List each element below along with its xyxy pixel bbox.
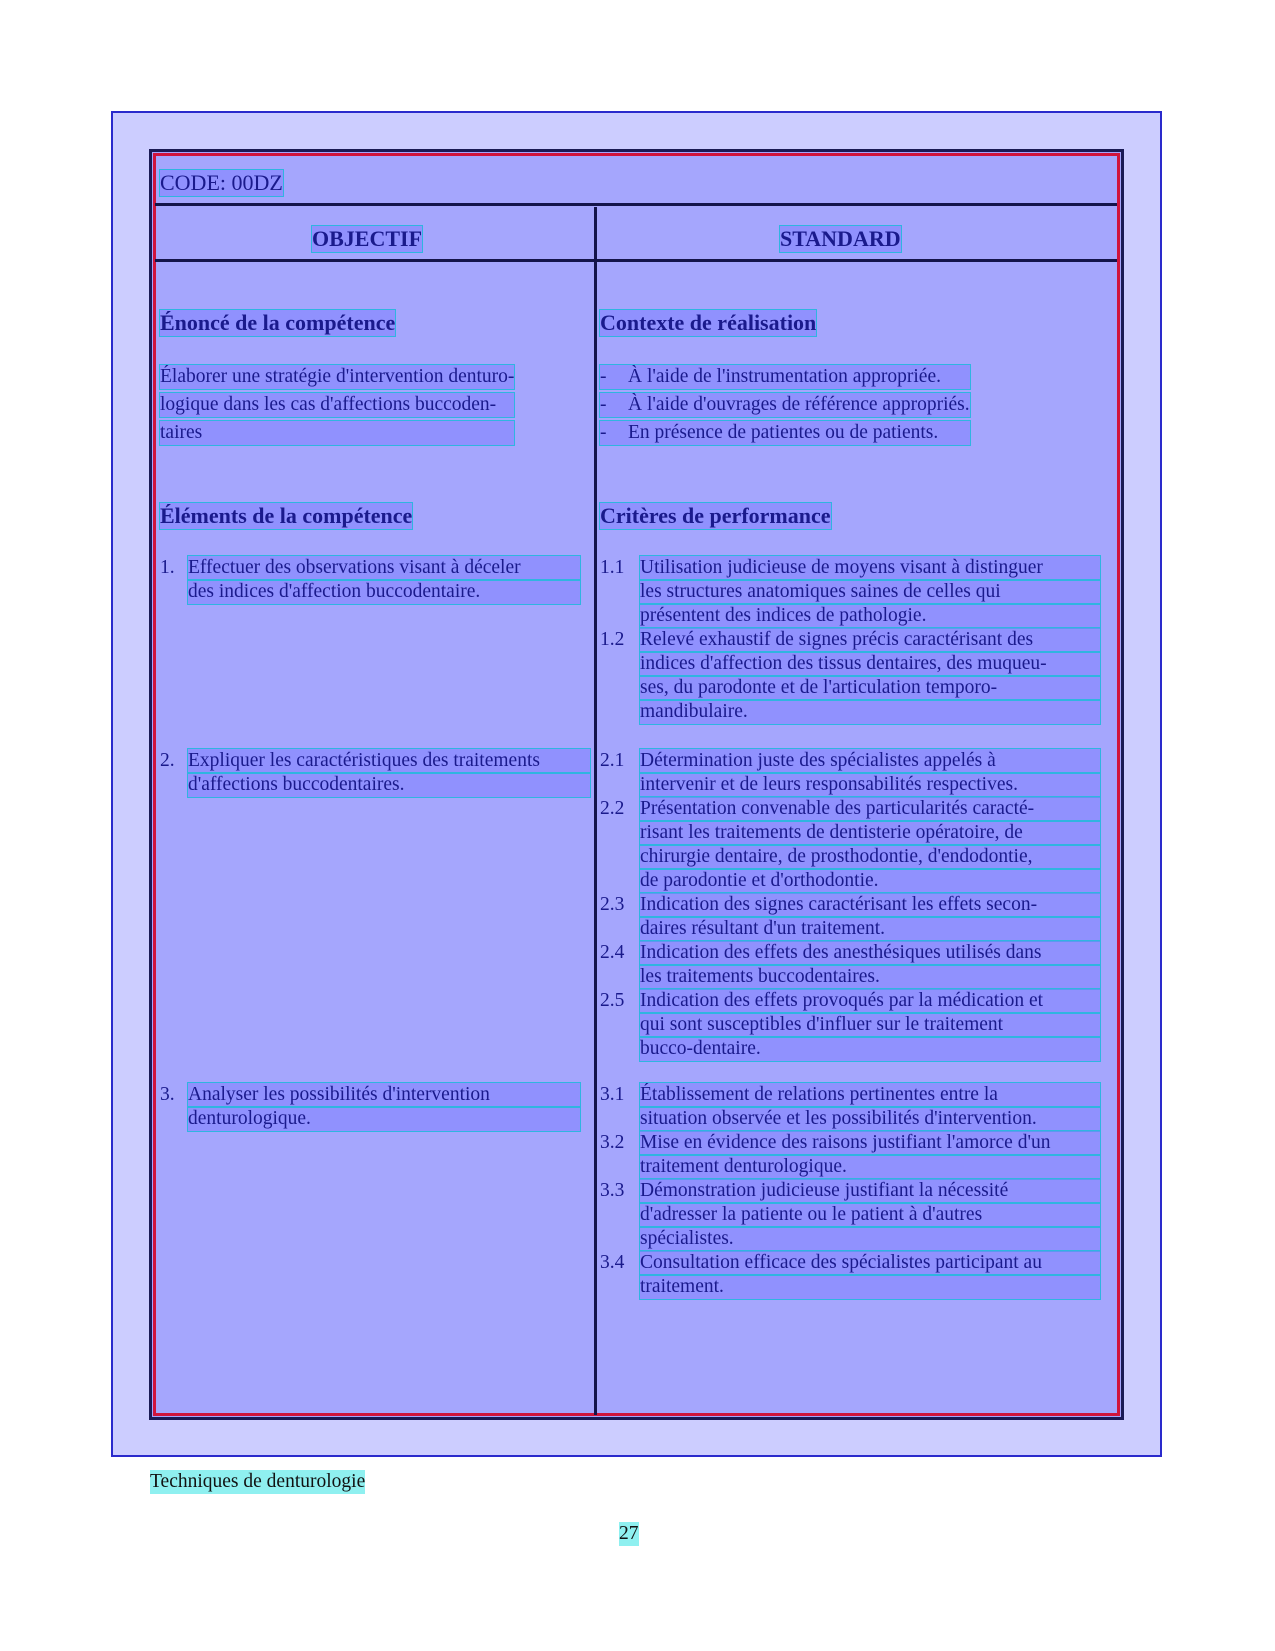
competency-code: CODE: 00DZ [160, 170, 283, 195]
criterion-line: intervenir et de leurs responsabilités respectives. [640, 773, 1100, 797]
criterion-number: 3.2 [600, 1132, 625, 1153]
criterion-line: spécialistes. [640, 1227, 1100, 1251]
element-line: des indices d'affection buccodentaire. [188, 580, 580, 604]
criterion-line: d'adresser la patiente ou le patient à d'autres [640, 1203, 1100, 1227]
element-line: Analyser les possibilités d'intervention [188, 1083, 580, 1107]
element-1 [160, 556, 580, 604]
criterion-line: indices d'affection des tissus dentaires, des muqueu- [640, 652, 1100, 676]
criterion-line: traitement. [640, 1275, 1100, 1299]
criteria-group-3 [600, 1083, 1100, 1299]
criterion-line: bucco-dentaire. [640, 1037, 1100, 1061]
enonce-line: Élaborer une stratégie d'intervention denturo- [160, 366, 515, 387]
criterion-line: qui sont susceptibles d'influer sur le traitement [640, 1013, 1100, 1037]
contexte-item: En présence de patientes ou de patients. [628, 422, 939, 443]
criterion-line: Mise en évidence des raisons justifiant l'amorce d'un [640, 1131, 1100, 1155]
element-line: d'affections buccodentaires. [188, 773, 590, 797]
enonce-line: logique dans les cas d'affections buccoden- [160, 393, 514, 417]
criterion-number: 3.3 [600, 1180, 625, 1201]
element-2 [160, 749, 590, 797]
criterion-line: Démonstration judicieuse justifiant la nécessité [640, 1179, 1100, 1203]
criterion-line: présentent des indices de pathologie. [640, 604, 1100, 628]
criterion-number: 2.2 [600, 798, 625, 819]
criterion-line: Indication des effets provoqués par la médication et [640, 989, 1100, 1013]
criterion-line: chirurgie dentaire, de prosthodontie, d'endodontie, [640, 845, 1100, 869]
criterion-line: Établissement de relations pertinentes entre la [640, 1083, 1100, 1107]
element-line: Expliquer les caractéristiques des traitements [188, 749, 590, 773]
criterion-line: ses, du parodonte et de l'articulation temporo- [640, 676, 1100, 700]
column-divider [594, 207, 597, 1415]
criterion-line: Consultation efficace des spécialistes participant au [640, 1251, 1100, 1275]
criterion-line: Indication des signes caractérisant les effets secon- [640, 893, 1100, 917]
criterion-line: Utilisation judicieuse de moyens visant à distinguer [640, 556, 1100, 580]
page-number: 27 [619, 1523, 639, 1544]
element-number: 3. [160, 1084, 175, 1105]
elements-title: Éléments de la compétence [160, 503, 413, 528]
bullet-dash: - [600, 366, 607, 387]
criterion-line: traitement denturologique. [640, 1155, 1100, 1179]
enonce-line: taires [160, 421, 514, 445]
criterion-line: les structures anatomiques saines de celles qui [640, 580, 1100, 604]
contexte-title: Contexte de réalisation [600, 310, 817, 335]
criterion-line: Indication des effets des anesthésiques utilisés dans [640, 941, 1100, 965]
contexte-item: À l'aide d'ouvrages de référence appropriés. [628, 394, 970, 415]
criterion-line: situation observée et les possibilités d'intervention. [640, 1107, 1100, 1131]
bullet-dash: - [600, 422, 607, 443]
criterion-number: 1.2 [600, 629, 625, 650]
criterion-number: 2.4 [600, 942, 625, 963]
criterion-line: les traitements buccodentaires. [640, 965, 1100, 989]
criterion-line: mandibulaire. [640, 700, 1100, 724]
header-objectif: OBJECTIF [312, 226, 423, 251]
criterion-number: 2.3 [600, 894, 625, 915]
element-line: Effectuer des observations visant à déceler [188, 556, 580, 580]
element-3 [160, 1083, 580, 1131]
criterion-number: 3.4 [600, 1252, 625, 1273]
criterion-line: daires résultant d'un traitement. [640, 917, 1100, 941]
header-standard: STANDARD [780, 226, 901, 251]
element-number: 2. [160, 750, 175, 771]
footer-title: Techniques de denturologie [150, 1471, 366, 1492]
criteria-group-2 [600, 749, 1100, 1061]
criteres-title: Critères de performance [600, 503, 831, 528]
criterion-line: de parodontie et d'orthodontie. [640, 869, 1100, 893]
criteria-group-1 [600, 556, 1100, 724]
contexte-item: À l'aide de l'instrumentation appropriée. [628, 366, 941, 387]
element-number: 1. [160, 557, 175, 578]
contexte-list [600, 365, 970, 445]
criterion-line: Relevé exhaustif de signes précis caractérisant des [640, 628, 1100, 652]
criterion-number: 2.1 [600, 750, 625, 771]
bullet-dash: - [600, 394, 607, 415]
divider-header [155, 259, 1117, 262]
element-line: denturologique. [188, 1107, 580, 1131]
criterion-number: 1.1 [600, 557, 625, 578]
divider-top [155, 203, 1117, 206]
criterion-number: 3.1 [600, 1084, 625, 1105]
criterion-line: Présentation convenable des particularités caracté- [640, 797, 1100, 821]
enonce-title: Énoncé de la compétence [160, 310, 396, 335]
criterion-line: Détermination juste des spécialistes appelés à [640, 749, 1100, 773]
criterion-number: 2.5 [600, 990, 625, 1011]
criterion-line: risant les traitements de dentisterie opératoire, de [640, 821, 1100, 845]
enonce-text [160, 365, 514, 445]
